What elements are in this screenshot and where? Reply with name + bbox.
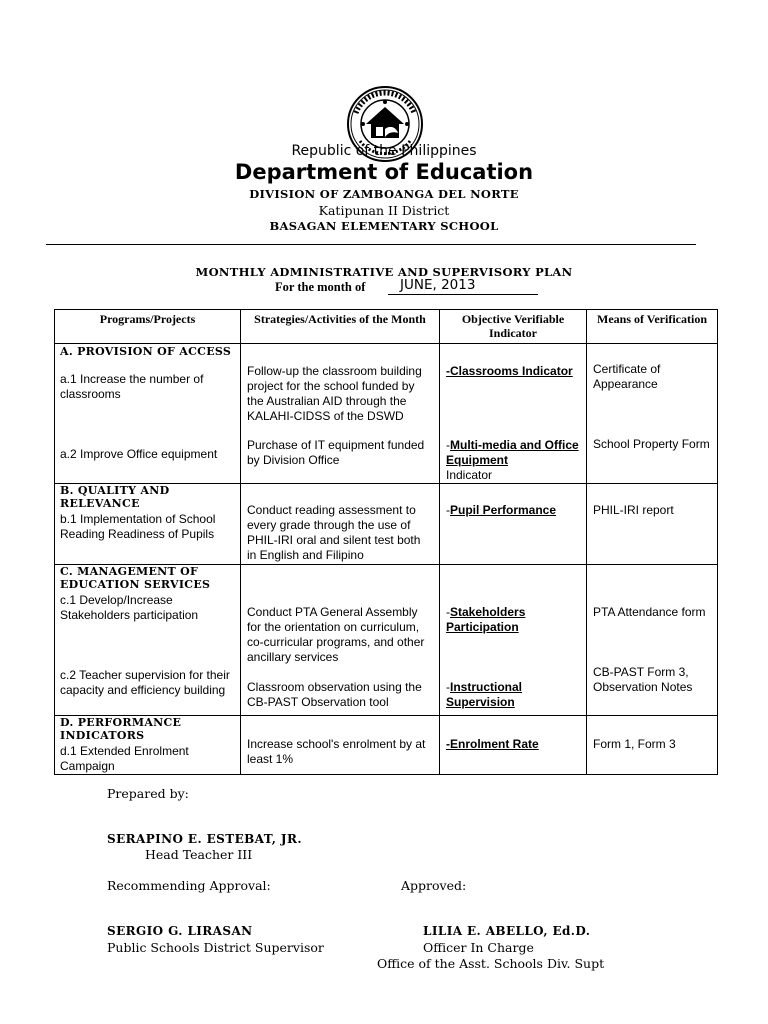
program-text: d.1 Extended Enrolment Campaign: [60, 744, 189, 773]
verification-text: PTA Attendance form: [593, 605, 706, 619]
program-text: a.2 Improve Office equipment: [60, 447, 218, 461]
district-heading: Katipunan II District: [318, 203, 450, 218]
month-value: JUNE, 2013: [388, 278, 538, 295]
table-row: [55, 344, 718, 484]
verification-text: School Property Form: [593, 437, 710, 451]
verification-text: PHIL-IRI report: [593, 503, 674, 517]
section-heading: A. PROVISION OF ACCESS: [60, 345, 232, 358]
verification-text: CB-PAST Form 3, Observation Notes: [593, 665, 693, 694]
indicator-cell: [440, 716, 587, 775]
program-text: c.1 Develop/Increase Stakeholders participation: [60, 593, 199, 622]
strategy-cell: [241, 716, 440, 775]
header-divider: [46, 244, 696, 245]
program-cell: [55, 716, 241, 775]
verification-cell: [587, 484, 718, 565]
month-label: For the month of: [275, 280, 366, 294]
table-row: [55, 484, 718, 565]
program-text: b.1 Implementation of School Reading Readiness of Pupils: [60, 512, 216, 541]
strategy-text: Conduct reading assessment to every grade through the use of PHIL-IRI oral and silent test both in English and Filipino: [247, 503, 421, 562]
indicator-text: -Enrolment Rate: [446, 737, 539, 751]
column-header: Means of Verification: [587, 310, 718, 344]
strategy-text: Conduct PTA General Assembly for the orientation on curriculum, co-curricular programs, and other ancillary services: [247, 605, 425, 664]
verification-text: Certificate of Appearance: [593, 362, 661, 391]
program-text: c.2 Teacher supervision for their capacity and efficiency building: [60, 668, 230, 697]
school-heading: BASAGAN ELEMENTARY SCHOOL: [269, 219, 499, 233]
recommender-name: SERGIO G. LIRASAN: [107, 924, 253, 938]
recommender-title: Public Schools District Supervisor: [107, 940, 324, 955]
strategy-text: Increase school's enrolment by at least 1%: [247, 737, 426, 766]
strategy-cell: [241, 344, 440, 484]
strategy-cell: [241, 565, 440, 716]
strategy-cell: [241, 484, 440, 565]
program-cell: [55, 344, 241, 484]
republic-heading: Republic of the Philippines: [291, 143, 477, 159]
program-cell: [55, 565, 241, 716]
prepared-by-label: Prepared by:: [107, 786, 189, 801]
section-heading: C. MANAGEMENT OF EDUCATION SERVICES: [60, 565, 211, 591]
verification-text: Form 1, Form 3: [593, 737, 676, 751]
section-heading: D. PERFORMANCE INDICATORS: [60, 716, 182, 742]
table-row: [55, 565, 718, 716]
verification-cell: [587, 344, 718, 484]
table-row: [55, 716, 718, 775]
indicator-cell: [440, 344, 587, 484]
approver-office: Office of the Asst. Schools Div. Supt: [377, 956, 605, 971]
indicator-text: -Instructional Supervision: [446, 680, 523, 709]
column-header: Strategies/Activities of the Month: [241, 310, 440, 344]
indicator-text: -Pupil Performance: [446, 503, 557, 517]
preparer-name: SERAPINO E. ESTEBAT, JR.: [107, 832, 302, 846]
department-heading: Department of Education: [234, 160, 534, 184]
approved-label: Approved:: [401, 878, 467, 893]
strategy-text: Follow-up the classroom building project for the school funded by the Australian AID through the KALAHI-CIDSS of the DSWD: [247, 364, 422, 423]
plan-table: [54, 309, 718, 775]
strategy-text: Classroom observation using the CB-PAST Observation tool: [247, 680, 422, 709]
approver-title: Officer In Charge: [423, 940, 534, 955]
indicator-text: -Multi-media and Office Equipment Indicator: [446, 438, 579, 482]
plan-title: MONTHLY ADMINISTRATIVE AND SUPERVISORY PLAN: [195, 265, 573, 279]
indicator-cell: [440, 565, 587, 716]
verification-cell: [587, 565, 718, 716]
recommending-label: Recommending Approval:: [107, 878, 271, 893]
program-cell: [55, 484, 241, 565]
column-header: Objective Verifiable Indicator: [440, 310, 587, 344]
column-header: Programs/Projects: [55, 310, 241, 344]
indicator-cell: [440, 484, 587, 565]
table-header-row: [55, 310, 718, 344]
indicator-text: -Classrooms Indicator: [446, 364, 573, 378]
program-text: a.1 Increase the number of classrooms: [60, 372, 204, 401]
strategy-text: Purchase of IT equipment funded by Division Office: [247, 438, 425, 467]
section-heading: B. QUALITY AND RELEVANCE: [60, 484, 170, 510]
division-heading: DIVISION OF ZAMBOANGA DEL NORTE: [249, 187, 519, 201]
indicator-text: -Stakeholders Participation: [446, 605, 526, 634]
approver-name: LILIA E. ABELLO, Ed.D.: [423, 924, 591, 938]
verification-cell: [587, 716, 718, 775]
preparer-title: Head Teacher III: [145, 847, 253, 862]
